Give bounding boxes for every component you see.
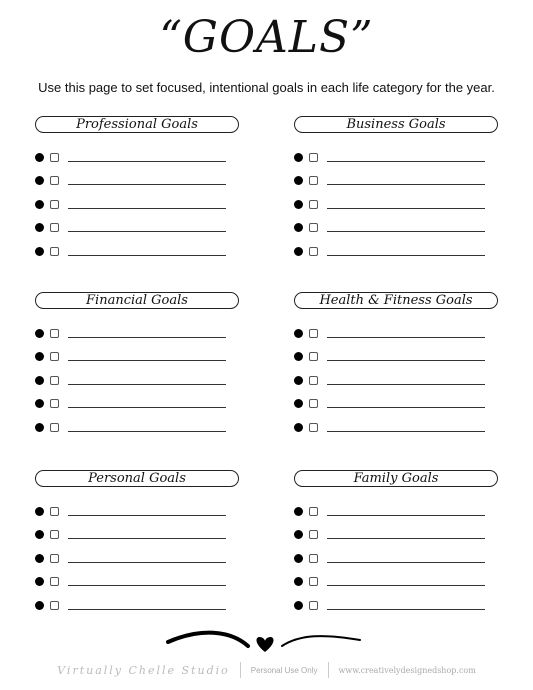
goal-checkbox[interactable] bbox=[50, 601, 59, 610]
bullet-icon bbox=[294, 247, 303, 256]
goal-row bbox=[294, 528, 485, 542]
goal-row bbox=[294, 326, 485, 340]
goal-checkbox[interactable] bbox=[309, 329, 318, 338]
goal-section bbox=[294, 292, 498, 442]
goal-write-line[interactable] bbox=[327, 577, 485, 586]
goal-checkbox[interactable] bbox=[309, 423, 318, 432]
bullet-icon bbox=[35, 530, 44, 539]
bullet-icon bbox=[294, 352, 303, 361]
bullet-icon bbox=[35, 399, 44, 408]
goal-write-line[interactable] bbox=[327, 376, 485, 385]
goal-write-line[interactable] bbox=[68, 577, 226, 586]
goal-checkbox[interactable] bbox=[50, 423, 59, 432]
goal-write-line[interactable] bbox=[327, 507, 485, 516]
section-header: Personal Goals bbox=[35, 470, 239, 487]
goal-write-line[interactable] bbox=[327, 554, 485, 563]
goal-checkbox[interactable] bbox=[50, 200, 59, 209]
goal-checkbox[interactable] bbox=[50, 176, 59, 185]
goal-row bbox=[35, 350, 226, 364]
goal-row bbox=[294, 350, 485, 364]
goal-write-line[interactable] bbox=[68, 223, 226, 232]
goal-write-line[interactable] bbox=[327, 399, 485, 408]
goal-write-line[interactable] bbox=[327, 153, 485, 162]
section-header: Family Goals bbox=[294, 470, 498, 487]
section-header: Financial Goals bbox=[35, 292, 239, 309]
goal-row bbox=[35, 598, 226, 612]
section-header: Business Goals bbox=[294, 116, 498, 133]
goal-checkbox[interactable] bbox=[50, 507, 59, 516]
goal-row bbox=[294, 373, 485, 387]
goal-write-line[interactable] bbox=[68, 399, 226, 408]
goal-row bbox=[35, 221, 226, 235]
goal-row bbox=[294, 174, 485, 188]
bullet-icon bbox=[294, 554, 303, 563]
goal-checkbox[interactable] bbox=[50, 530, 59, 539]
goal-write-line[interactable] bbox=[68, 423, 226, 432]
goal-row bbox=[35, 197, 226, 211]
goal-row bbox=[294, 197, 485, 211]
goal-checkbox[interactable] bbox=[50, 376, 59, 385]
goal-row bbox=[294, 551, 485, 565]
bullet-icon bbox=[35, 554, 44, 563]
goal-row bbox=[35, 420, 226, 434]
goal-row bbox=[35, 575, 226, 589]
bullet-icon bbox=[294, 423, 303, 432]
goal-write-line[interactable] bbox=[327, 247, 485, 256]
goal-checkbox[interactable] bbox=[50, 153, 59, 162]
goal-checkbox[interactable] bbox=[50, 554, 59, 563]
goal-row bbox=[35, 528, 226, 542]
goal-write-line[interactable] bbox=[327, 423, 485, 432]
footer-divider bbox=[328, 662, 329, 678]
goal-write-line[interactable] bbox=[327, 530, 485, 539]
bullet-icon bbox=[35, 352, 44, 361]
goal-checkbox[interactable] bbox=[309, 247, 318, 256]
footer bbox=[0, 660, 533, 680]
goal-checkbox[interactable] bbox=[309, 376, 318, 385]
goal-checkbox[interactable] bbox=[309, 223, 318, 232]
goal-write-line[interactable] bbox=[327, 352, 485, 361]
goal-checkbox[interactable] bbox=[50, 223, 59, 232]
goal-write-line[interactable] bbox=[327, 329, 485, 338]
goal-checkbox[interactable] bbox=[309, 577, 318, 586]
goal-row bbox=[35, 150, 226, 164]
goal-write-line[interactable] bbox=[68, 329, 226, 338]
goal-checkbox[interactable] bbox=[309, 352, 318, 361]
goal-write-line[interactable] bbox=[68, 176, 226, 185]
goal-row bbox=[294, 244, 485, 258]
bullet-icon bbox=[294, 223, 303, 232]
goal-write-line[interactable] bbox=[68, 530, 226, 539]
goal-write-line[interactable] bbox=[327, 223, 485, 232]
bullet-icon bbox=[35, 153, 44, 162]
goal-row bbox=[294, 420, 485, 434]
goal-row bbox=[35, 174, 226, 188]
goal-row bbox=[294, 221, 485, 235]
goal-checkbox[interactable] bbox=[309, 601, 318, 610]
footer-website: www.creativelydesignedshop.com bbox=[338, 665, 476, 675]
goal-checkbox[interactable] bbox=[50, 577, 59, 586]
goal-write-line[interactable] bbox=[68, 247, 226, 256]
footer-divider bbox=[240, 662, 241, 678]
bullet-icon bbox=[294, 176, 303, 185]
goal-checkbox[interactable] bbox=[50, 399, 59, 408]
goal-checkbox[interactable] bbox=[50, 329, 59, 338]
bullet-icon bbox=[294, 200, 303, 209]
bullet-icon bbox=[294, 153, 303, 162]
goal-row bbox=[35, 504, 226, 518]
footer-usage: Personal Use Only bbox=[250, 665, 318, 675]
section-header: Professional Goals bbox=[35, 116, 239, 133]
goal-write-line[interactable] bbox=[327, 176, 485, 185]
goal-checkbox[interactable] bbox=[309, 176, 318, 185]
page-title: “GOALS” bbox=[159, 12, 374, 63]
bullet-icon bbox=[294, 399, 303, 408]
goal-checkbox[interactable] bbox=[309, 507, 318, 516]
goal-write-line[interactable] bbox=[68, 601, 226, 610]
bullet-icon bbox=[35, 601, 44, 610]
page-subtitle: Use this page to set focused, intentional goals in each life category for the year. bbox=[38, 80, 495, 95]
goal-row bbox=[35, 244, 226, 258]
bullet-icon bbox=[35, 376, 44, 385]
bullet-icon bbox=[294, 329, 303, 338]
goal-section bbox=[294, 470, 498, 620]
goal-row bbox=[294, 504, 485, 518]
heart-flourish-icon bbox=[160, 630, 370, 654]
goal-checkbox[interactable] bbox=[50, 352, 59, 361]
goal-write-line[interactable] bbox=[68, 352, 226, 361]
goal-section bbox=[35, 116, 239, 266]
bullet-icon bbox=[35, 200, 44, 209]
goal-write-line[interactable] bbox=[327, 601, 485, 610]
goal-row bbox=[35, 397, 226, 411]
bullet-icon bbox=[294, 376, 303, 385]
section-header: Health & Fitness Goals bbox=[294, 292, 498, 309]
goal-checkbox[interactable] bbox=[309, 200, 318, 209]
bullet-icon bbox=[35, 247, 44, 256]
bullet-icon bbox=[35, 507, 44, 516]
goal-section bbox=[35, 292, 239, 442]
goal-row bbox=[35, 551, 226, 565]
goal-section bbox=[294, 116, 498, 266]
bullet-icon bbox=[294, 577, 303, 586]
bullet-icon bbox=[35, 176, 44, 185]
goal-row bbox=[35, 326, 226, 340]
bullet-icon bbox=[35, 423, 44, 432]
bullet-icon bbox=[35, 223, 44, 232]
goal-row bbox=[294, 150, 485, 164]
goal-write-line[interactable] bbox=[68, 554, 226, 563]
goal-checkbox[interactable] bbox=[309, 530, 318, 539]
goal-write-line[interactable] bbox=[327, 200, 485, 209]
goal-checkbox[interactable] bbox=[309, 554, 318, 563]
goal-write-line[interactable] bbox=[68, 153, 226, 162]
goal-row bbox=[294, 397, 485, 411]
bullet-icon bbox=[294, 507, 303, 516]
goal-row bbox=[294, 598, 485, 612]
goal-checkbox[interactable] bbox=[309, 399, 318, 408]
bullet-icon bbox=[294, 530, 303, 539]
footer-brand: Virtually Chelle Studio bbox=[57, 663, 230, 677]
goal-section bbox=[35, 470, 239, 620]
bullet-icon bbox=[35, 577, 44, 586]
goal-checkbox[interactable] bbox=[50, 247, 59, 256]
bullet-icon bbox=[294, 601, 303, 610]
goal-write-line[interactable] bbox=[68, 200, 226, 209]
goal-write-line[interactable] bbox=[68, 376, 226, 385]
goal-row bbox=[35, 373, 226, 387]
bullet-icon bbox=[35, 329, 44, 338]
goal-row bbox=[294, 575, 485, 589]
goal-checkbox[interactable] bbox=[309, 153, 318, 162]
goal-write-line[interactable] bbox=[68, 507, 226, 516]
